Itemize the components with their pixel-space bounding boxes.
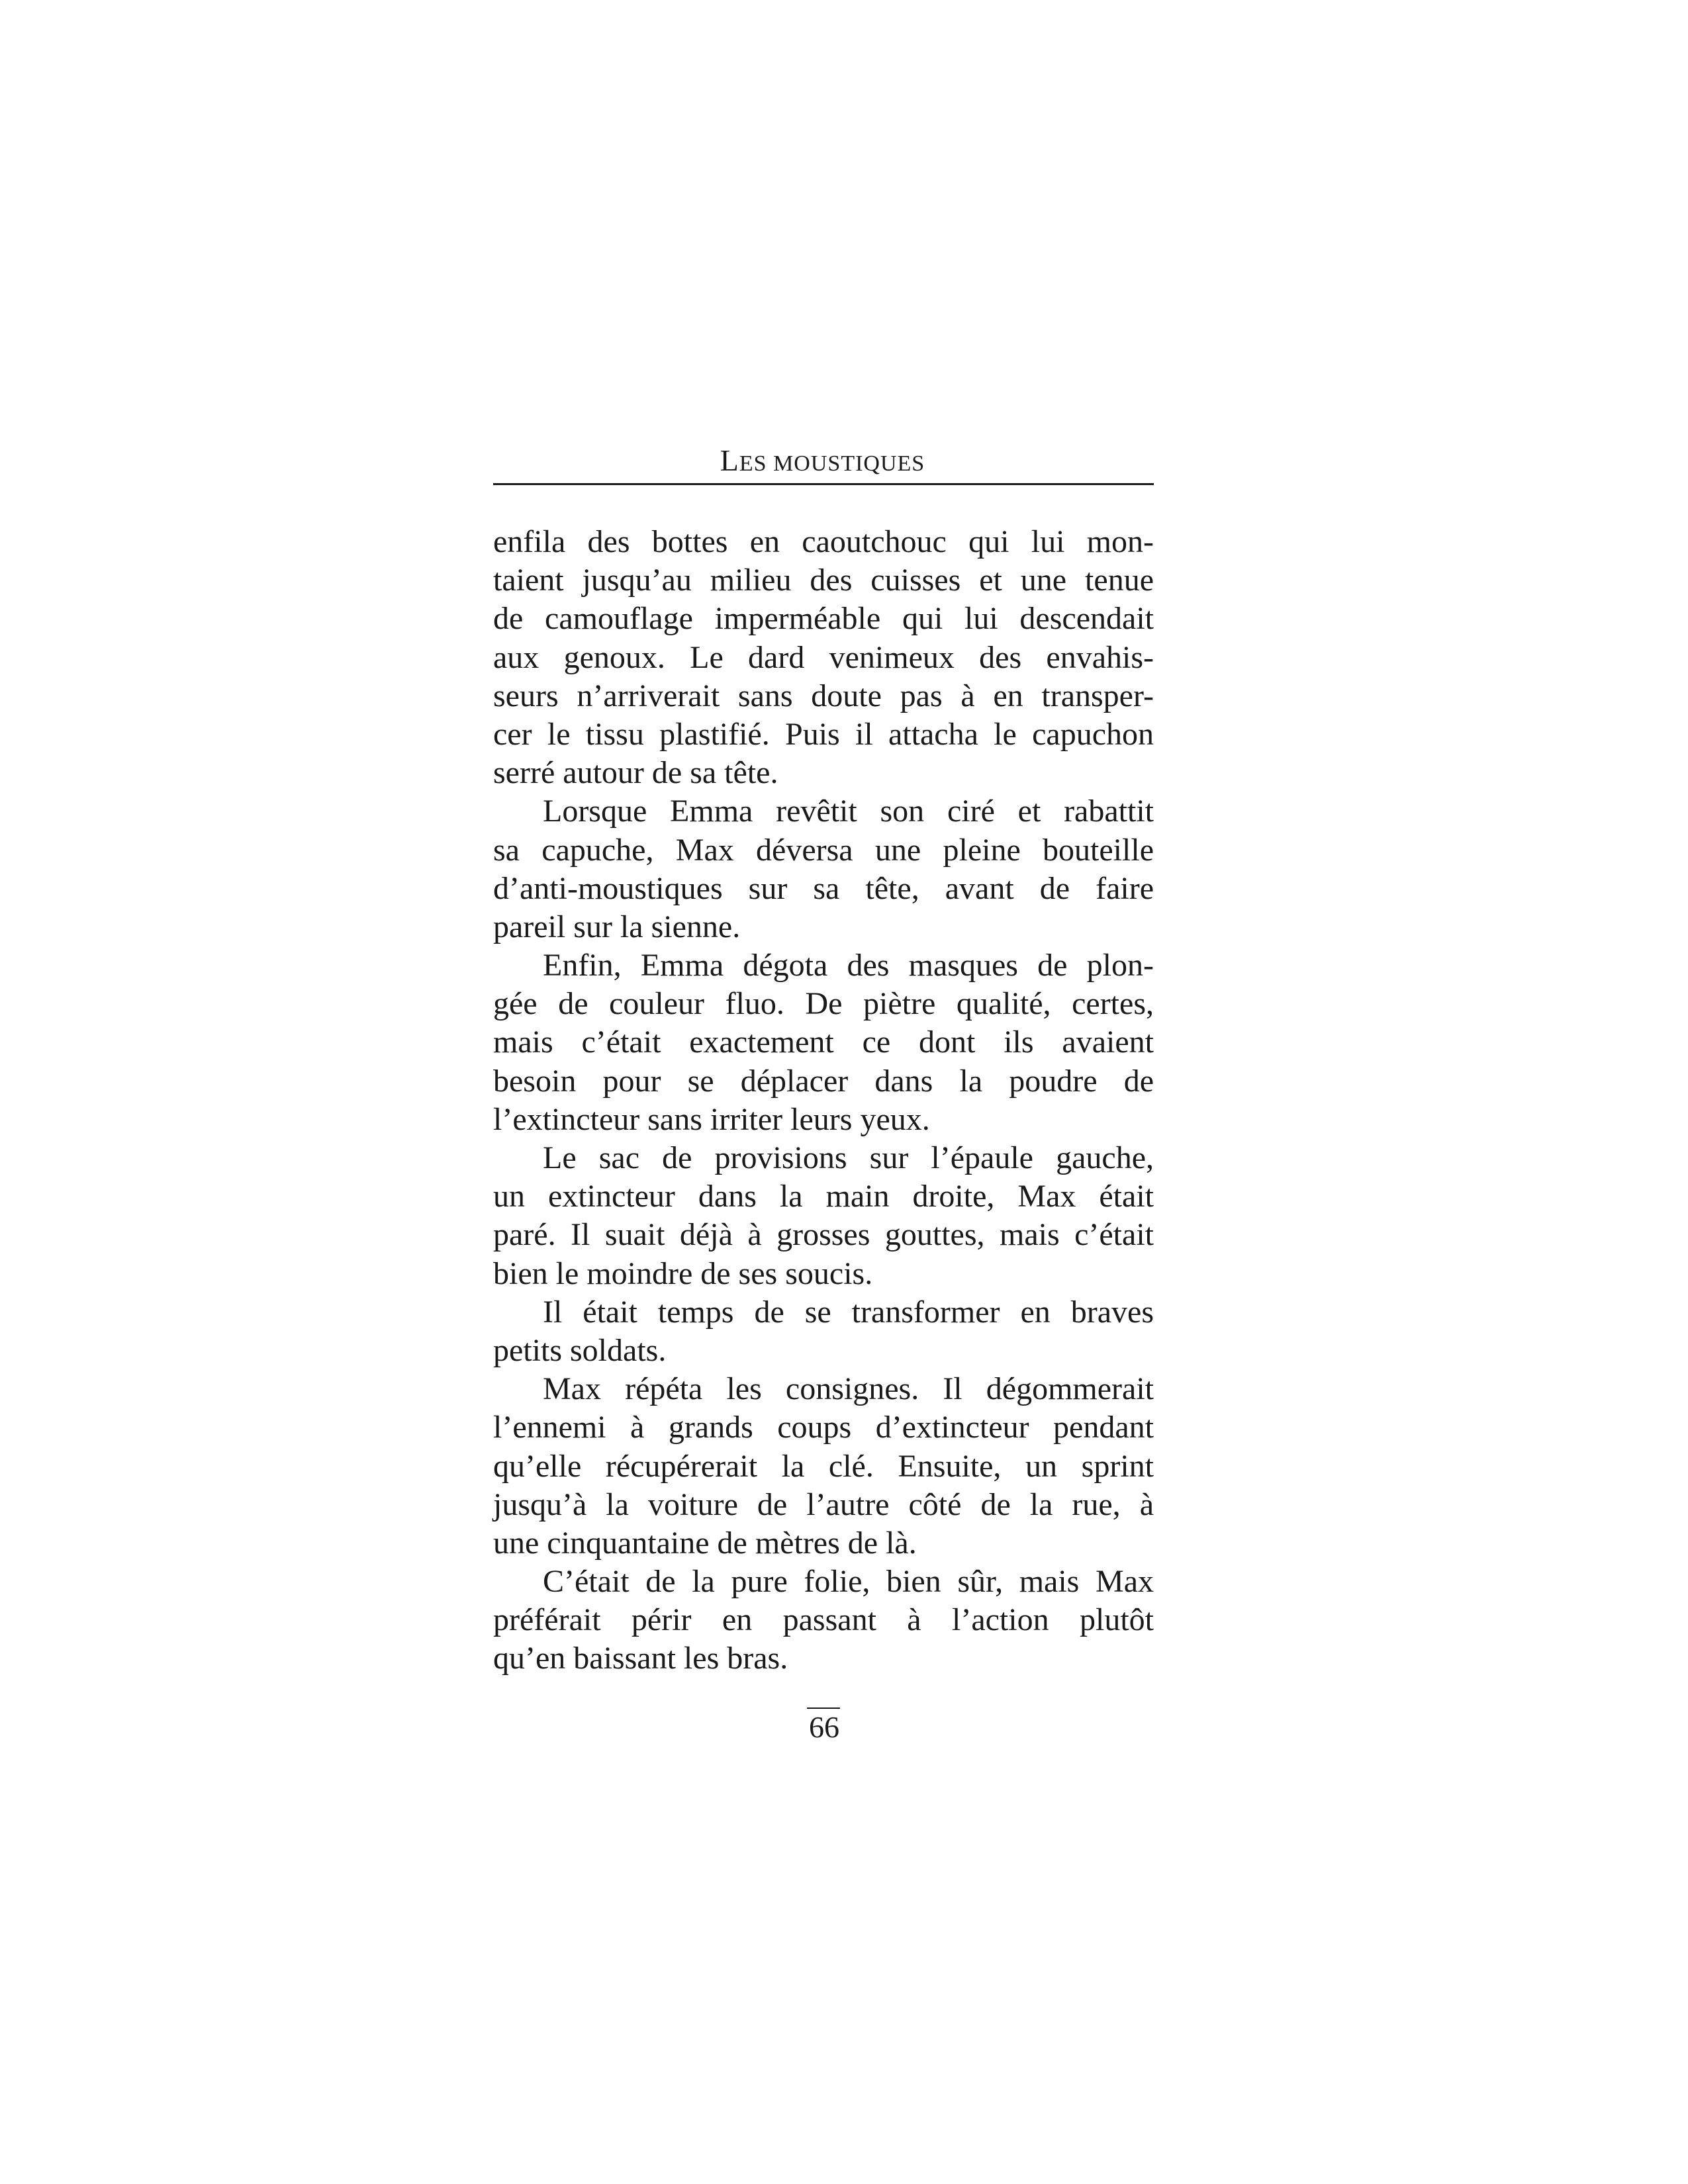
text-line: un extincteur dans la main droite, Max était <box>493 1179 1154 1214</box>
text-line: taient jusqu’au milieu des cuisses et une tenue <box>493 563 1154 598</box>
running-header <box>493 443 1152 481</box>
paragraph-5 <box>493 1293 1154 1370</box>
text-line: besoin pour se déplacer dans la poudre de <box>493 1063 1154 1099</box>
text-line: C’était de la pure folie, bien sûr, mais Max <box>543 1564 1154 1600</box>
text-line: Enfin, Emma dégota des masques de plon- <box>543 948 1154 983</box>
paragraph-3 <box>493 946 1154 1139</box>
text-line: pareil sur la sienne. <box>493 909 741 944</box>
text-line: enfila des bottes en caoutchouc qui lui mon- <box>493 524 1154 559</box>
text-line: sa capuche, Max déversa une pleine bouteille <box>493 832 1154 868</box>
text-line: paré. Il suait déjà à grosses gouttes, mais c’était <box>493 1217 1154 1253</box>
text-line: Max répéta les consignes. Il dégommerait <box>543 1371 1154 1407</box>
paragraph-2 <box>493 792 1154 946</box>
text-line: gée de couleur fluo. De piètre qualité, certes, <box>493 986 1154 1022</box>
header-title: ES MOUSTIQUES <box>739 451 925 476</box>
text-line: de camouflage imperméable qui lui descendait <box>493 601 1154 637</box>
body-text <box>493 523 1154 1678</box>
paragraph-7 <box>493 1563 1154 1678</box>
text-line: Le sac de provisions sur l’épaule gauche, <box>543 1140 1154 1175</box>
page-number: 66 <box>809 1710 839 1744</box>
text-line: l’ennemi à grands coups d’extincteur pendant <box>493 1410 1154 1445</box>
paragraph-6 <box>493 1370 1154 1563</box>
text-line: seurs n’arriverait sans doute pas à en transper- <box>493 678 1154 713</box>
text-line: Lorsque Emma revêtit son ciré et rabattit <box>543 794 1154 829</box>
text-line: mais c’était exactement ce dont ils avaient <box>493 1024 1154 1060</box>
paragraph-4 <box>493 1139 1154 1293</box>
text-line: une cinquantaine de mètres de là. <box>493 1525 917 1561</box>
header-rule <box>493 483 1154 485</box>
text-line: jusqu’à la voiture de l’autre côté de la rue, à <box>493 1486 1154 1522</box>
text-line: cer le tissu plastifié. Puis il attacha le capuchon <box>493 716 1154 752</box>
text-line: qu’en baissant les bras. <box>493 1641 788 1676</box>
text-line: Il était temps de se transformer en braves <box>543 1294 1154 1330</box>
text-line: serré autour de sa tête. <box>493 755 778 791</box>
text-line: l’extincteur sans irriter leurs yeux. <box>493 1101 930 1137</box>
text-line: bien le moindre de ses soucis. <box>493 1255 873 1291</box>
text-line: qu’elle récupérerait la clé. Ensuite, un sprint <box>493 1448 1154 1484</box>
text-line: petits soldats. <box>493 1332 667 1368</box>
text-line: préférait périr en passant à l’action plutôt <box>493 1602 1154 1638</box>
header-initial: L <box>720 443 739 477</box>
paragraph-1 <box>493 523 1154 792</box>
text-line: aux genoux. Le dard venimeux des envahis- <box>493 639 1154 675</box>
text-line: d’anti-moustiques sur sa tête, avant de faire <box>493 870 1154 906</box>
